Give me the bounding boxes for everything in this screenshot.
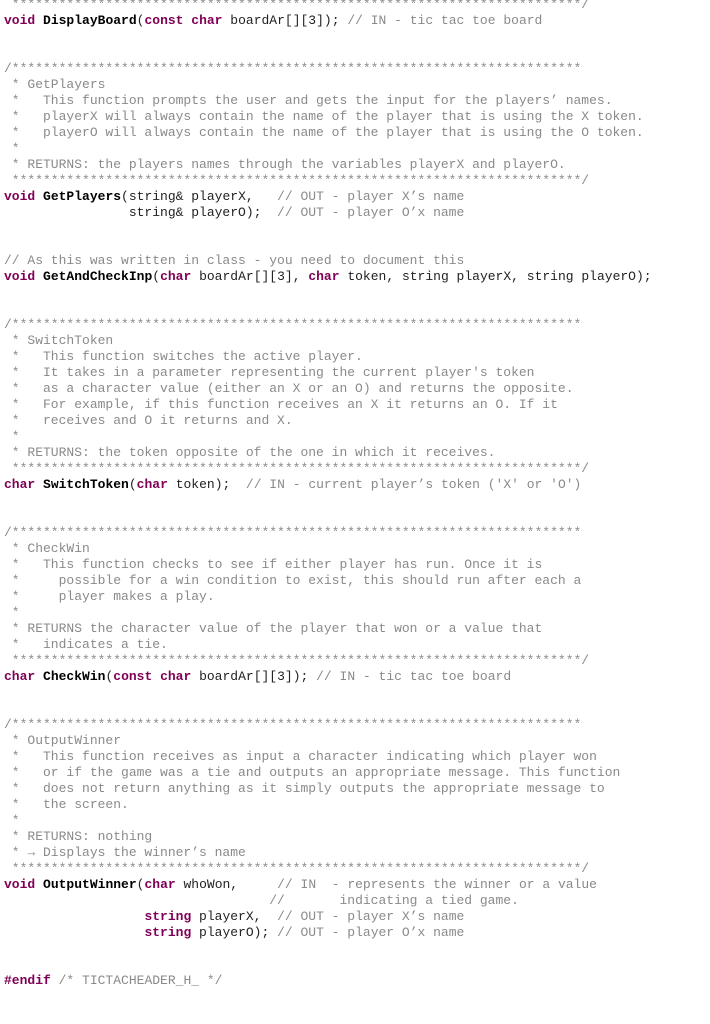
comment-token: * SwitchToken	[4, 333, 114, 348]
comment-token: /*************************************************************************	[4, 525, 582, 540]
comment-token: * CheckWin	[4, 541, 90, 556]
code-line	[4, 669, 652, 685]
code-line	[4, 381, 652, 397]
code-line	[4, 701, 652, 717]
comment-token: // IN - represents the winner or a value	[277, 877, 597, 892]
comment-token: * RETURNS: the token opposite of the one in which it receives.	[4, 445, 496, 460]
code-line	[4, 445, 652, 461]
comment-token: * This function checks to see if either player has run. Once it is	[4, 557, 543, 572]
comment-token: *	[4, 429, 20, 444]
comment-token: // IN - tic tac toe board	[316, 669, 512, 684]
code-line	[4, 253, 652, 269]
code-text: (string& playerX,	[121, 189, 278, 204]
keyword-token: char	[308, 269, 340, 284]
code-line	[4, 349, 652, 365]
comment-token: /*************************************************************************	[4, 317, 582, 332]
code-text: (	[105, 669, 114, 684]
code-editor	[4, 0, 652, 989]
comment-token: *************************************************************************/	[4, 0, 590, 12]
code-line	[4, 189, 652, 205]
code-text	[35, 13, 43, 28]
code-line	[4, 909, 652, 925]
code-line	[4, 45, 652, 61]
code-line	[4, 637, 652, 653]
code-text: boardAr[][3]);	[222, 13, 348, 28]
code-line	[4, 13, 652, 29]
code-line	[4, 653, 652, 669]
keyword-token: string	[144, 909, 192, 924]
keyword-token: char	[136, 477, 168, 492]
code-line	[4, 573, 652, 589]
code-line	[4, 717, 652, 733]
code-text	[4, 925, 144, 940]
code-line	[4, 205, 652, 221]
code-text: (	[136, 877, 145, 892]
code-line	[4, 829, 652, 845]
comment-token: /*************************************************************************	[4, 717, 582, 732]
preprocessor-token: #endif	[4, 973, 51, 988]
code-text: (	[128, 477, 137, 492]
function-name: CheckWin	[43, 669, 106, 684]
comment-token: // OUT - player X’s name	[277, 189, 465, 204]
comment-token: * possible for a win condition to exist, this should run after each a	[4, 573, 582, 588]
comment-token: // OUT - player O’x name	[277, 925, 465, 940]
code-line	[4, 477, 652, 493]
code-line	[4, 61, 652, 77]
comment-token: * RETURNS: the players names through the variables playerX and playerO.	[4, 157, 566, 172]
code-text	[4, 893, 269, 908]
comment-token: /*************************************************************************	[4, 61, 582, 76]
code-line	[4, 237, 652, 253]
comment-token: // OUT - player X’s name	[277, 909, 465, 924]
code-text: playerX,	[191, 909, 278, 924]
code-line	[4, 941, 652, 957]
code-line	[4, 397, 652, 413]
code-line	[4, 621, 652, 637]
comment-token: * RETURNS the character value of the player that won or a value that	[4, 621, 543, 636]
code-text: (	[152, 269, 161, 284]
code-line	[4, 365, 652, 381]
code-line	[4, 93, 652, 109]
code-text	[35, 669, 43, 684]
comment-token: // IN - current player’s token ('X' or 'O')	[245, 477, 582, 492]
keyword-token: string	[144, 925, 192, 940]
comment-token: // OUT - player O’x name	[277, 205, 465, 220]
comment-token: * indicates a tie.	[4, 637, 168, 652]
code-line	[4, 733, 652, 749]
comment-token: *	[4, 141, 20, 156]
comment-token: *	[4, 813, 20, 828]
comment-token: * playerX will always contain the name of the player that is using the X token.	[4, 109, 644, 124]
function-name: GetPlayers	[43, 189, 122, 204]
code-line	[4, 749, 652, 765]
code-text: whoWon,	[175, 877, 278, 892]
code-text: string& playerO);	[4, 205, 278, 220]
code-line	[4, 221, 652, 237]
code-line	[4, 845, 652, 861]
code-line	[4, 317, 652, 333]
comment-token: * RETURNS: nothing	[4, 829, 153, 844]
comment-token: * → Displays the winner’s name	[4, 845, 246, 860]
function-name: GetAndCheckInp	[43, 269, 153, 284]
code-line	[4, 557, 652, 573]
function-name: SwitchToken	[43, 477, 129, 492]
code-line	[4, 333, 652, 349]
code-line	[4, 0, 652, 13]
code-line	[4, 301, 652, 317]
comment-token: *************************************************************************/	[4, 861, 590, 876]
code-line	[4, 29, 652, 45]
comment-token: * the screen.	[4, 797, 129, 812]
keyword-token: const char	[113, 669, 192, 684]
code-line	[4, 77, 652, 93]
comment-token: *************************************************************************/	[4, 653, 590, 668]
comment-token: * playerO will always contain the name of the player that is using the O token.	[4, 125, 644, 140]
code-text	[35, 269, 43, 284]
comment-token: * receives and O it returns and X.	[4, 413, 293, 428]
code-line	[4, 269, 652, 285]
code-line	[4, 957, 652, 973]
comment-token: // indicating a tied game.	[269, 893, 519, 908]
comment-token: * OutputWinner	[4, 733, 122, 748]
keyword-token: const char	[144, 13, 223, 28]
comment-token: * This function receives as input a character indicating which player won	[4, 749, 597, 764]
code-line	[4, 413, 652, 429]
keyword-token: char	[160, 269, 192, 284]
comment-token: *************************************************************************/	[4, 173, 590, 188]
keyword-token: char	[144, 877, 176, 892]
code-text: boardAr[][3],	[191, 269, 309, 284]
comment-token: // IN - tic tac toe board	[347, 13, 543, 28]
comment-token: * For example, if this function receives an X it returns an O. If it	[4, 397, 558, 412]
code-line	[4, 925, 652, 941]
code-line	[4, 589, 652, 605]
code-line	[4, 141, 652, 157]
code-line	[4, 877, 652, 893]
comment-token: * It takes in a parameter representing the current player's token	[4, 365, 535, 380]
code-line	[4, 781, 652, 797]
comment-token: * as a character value (either an X or an O) and returns the opposite.	[4, 381, 574, 396]
keyword-token: void	[4, 13, 36, 28]
code-text: token);	[167, 477, 246, 492]
comment-token: * does not return anything as it simply outputs the appropriate message to	[4, 781, 605, 796]
code-text	[35, 189, 43, 204]
comment-token: * GetPlayers	[4, 77, 106, 92]
code-line	[4, 285, 652, 301]
comment-token: /* TICTACHEADER_H_ */	[58, 973, 223, 988]
code-line	[4, 605, 652, 621]
keyword-token: char	[4, 669, 36, 684]
code-line	[4, 461, 652, 477]
code-line	[4, 973, 652, 989]
code-line	[4, 125, 652, 141]
code-line	[4, 765, 652, 781]
code-line	[4, 893, 652, 909]
comment-token: * This function prompts the user and gets the input for the players’ names.	[4, 93, 613, 108]
comment-token: // As this was written in class - you need to document this	[4, 253, 465, 268]
code-line	[4, 525, 652, 541]
code-line	[4, 509, 652, 525]
code-text: boardAr[][3]);	[191, 669, 317, 684]
code-line	[4, 109, 652, 125]
code-line	[4, 157, 652, 173]
code-text	[35, 877, 43, 892]
function-name: OutputWinner	[43, 877, 137, 892]
code-line	[4, 797, 652, 813]
code-text: playerO);	[191, 925, 278, 940]
code-text	[51, 973, 59, 988]
code-line	[4, 173, 652, 189]
keyword-token: void	[4, 189, 36, 204]
code-text	[35, 477, 43, 492]
function-name: DisplayBoard	[43, 13, 137, 28]
code-text: token, string playerX, string playerO);	[339, 269, 652, 284]
code-line	[4, 493, 652, 509]
code-line	[4, 685, 652, 701]
keyword-token: char	[4, 477, 36, 492]
comment-token: * or if the game was a tie and outputs an appropriate message. This function	[4, 765, 621, 780]
code-line	[4, 541, 652, 557]
comment-token: * This function switches the active player.	[4, 349, 363, 364]
keyword-token: void	[4, 877, 36, 892]
code-text: (	[136, 13, 145, 28]
code-line	[4, 429, 652, 445]
comment-token: * player makes a play.	[4, 589, 215, 604]
comment-token: *************************************************************************/	[4, 461, 590, 476]
keyword-token: void	[4, 269, 36, 284]
code-line	[4, 813, 652, 829]
code-text	[4, 909, 144, 924]
comment-token: *	[4, 605, 20, 620]
code-line	[4, 861, 652, 877]
